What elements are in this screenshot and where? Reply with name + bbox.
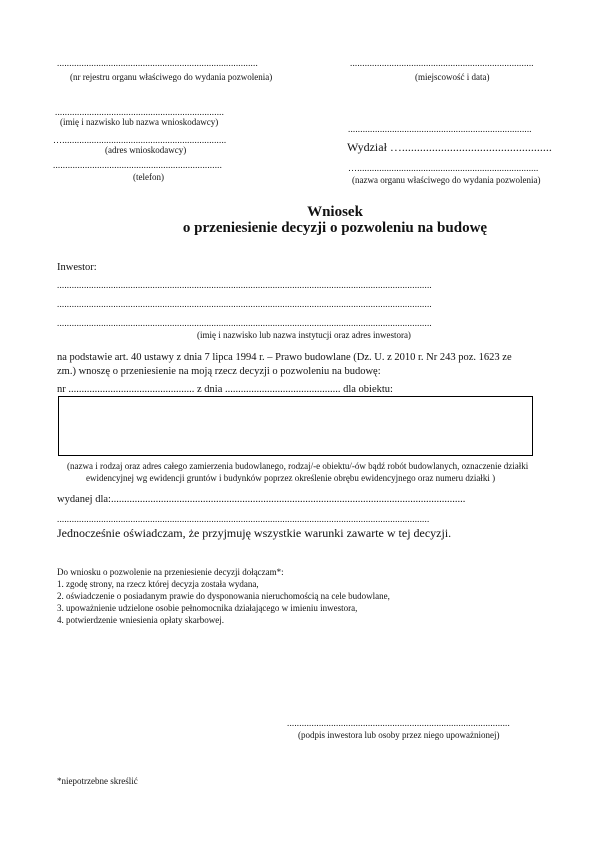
applicant-phone-field[interactable]: ..................................................................... bbox=[53, 160, 223, 170]
investor-label: Inwestor: bbox=[57, 262, 97, 273]
signature-label: (podpis inwestora lub osoby przez niego upoważnionej) bbox=[298, 730, 500, 740]
document-subtitle: o przeniesienie decyzji o pozwoleniu na budowę bbox=[182, 220, 488, 236]
footnote: *niepotrzebne skreślić bbox=[57, 776, 138, 786]
attachment-item: 2. oświadczenie o posiadanym prawie do dysponowania nieruchomością na cele budowlane, bbox=[57, 591, 390, 601]
declaration-text: Jednocześnie oświadczam, że przyjmuję wszystkie warunki zawarte w tej decyzji. bbox=[57, 526, 452, 540]
place-date-field[interactable]: ........................................................................... bbox=[350, 58, 534, 68]
attachment-item: 4. potwierdzenie wniesienia opłaty skarbowej. bbox=[57, 615, 224, 625]
authority-name-label: (nazwa organu właściwego do wydania pozwolenia) bbox=[352, 175, 541, 185]
registry-number-field[interactable]: .................................................................................. bbox=[57, 58, 258, 68]
issued-for-field[interactable]: wydanej dla:....................................................................................................................................... bbox=[57, 494, 466, 505]
object-caption-line-1: (nazwa i rodzaj oraz adres całego zamierzenia budowlanego, rodzaj/-e obiektu/-ów bądź robót budowlanych, oznaczenie działki bbox=[67, 461, 529, 471]
legal-basis-line-2: zm.) wnoszę o przeniesienie na moją rzecz decyzji o pozwoleniu na budowę: bbox=[57, 366, 381, 377]
attachment-item: 3. upoważnienie udzielone osobie pełnomocnika działającego w imieniu inwestora, bbox=[57, 603, 358, 613]
applicant-phone-label: (telefon) bbox=[133, 172, 164, 182]
document-title: Wniosek bbox=[307, 204, 363, 220]
legal-basis-line-1: na podstawie art. 40 ustawy z dnia 7 lipca 1994 r. – Prawo budowlane (Dz. U. z 2010 r. Nr 243 poz. 1623 ze bbox=[57, 352, 512, 363]
issued-for-extra-line[interactable]: ........................................................................................................................................................ bbox=[57, 514, 430, 524]
investor-caption: (imię i nazwisko lub nazwa instytucji oraz adres inwestora) bbox=[197, 330, 411, 340]
applicant-name-label: (imię i nazwisko lub nazwa wnioskodawcy) bbox=[60, 117, 219, 127]
authority-name-field[interactable]: ….......................................................................... bbox=[348, 163, 539, 173]
investor-line-3[interactable]: ......................................................................................................................................................... bbox=[57, 318, 432, 328]
signature-field[interactable]: ........................................................................................... bbox=[287, 718, 510, 728]
registry-number-label: (nr rejestru organu właściwego do wydania pozwolenia) bbox=[70, 72, 273, 82]
applicant-address-label: (adres wnioskodawcy) bbox=[105, 145, 187, 155]
applicant-name-field[interactable]: ..................................................................... bbox=[55, 107, 225, 117]
department-field[interactable]: Wydział ….................................................. bbox=[347, 140, 552, 154]
place-date-label: (miejscowość i data) bbox=[415, 72, 490, 82]
decision-number-date-field[interactable]: nr ................................................ z dnia ............................................ dla obiektu: bbox=[57, 384, 393, 395]
attachment-item: 1. zgodę strony, na rzecz której decyzja została wydana, bbox=[57, 579, 259, 589]
attachments-heading: Do wniosku o pozwolenie na przeniesienie decyzji dołączam*: bbox=[57, 567, 284, 577]
investor-line-1[interactable]: ......................................................................................................................................................... bbox=[57, 280, 432, 290]
investor-line-2[interactable]: ......................................................................................................................................................... bbox=[57, 299, 432, 309]
authority-top-field[interactable]: ........................................................................... bbox=[348, 124, 532, 134]
object-caption-line-2: ewidencyjnej wg ewidencji gruntów i budynków poprzez określenie obrębu ewidencyjnego oraz numeru działki ) bbox=[86, 473, 496, 483]
applicant-address-field[interactable]: …................................................................... bbox=[53, 135, 227, 145]
object-description-box[interactable] bbox=[58, 396, 533, 456]
